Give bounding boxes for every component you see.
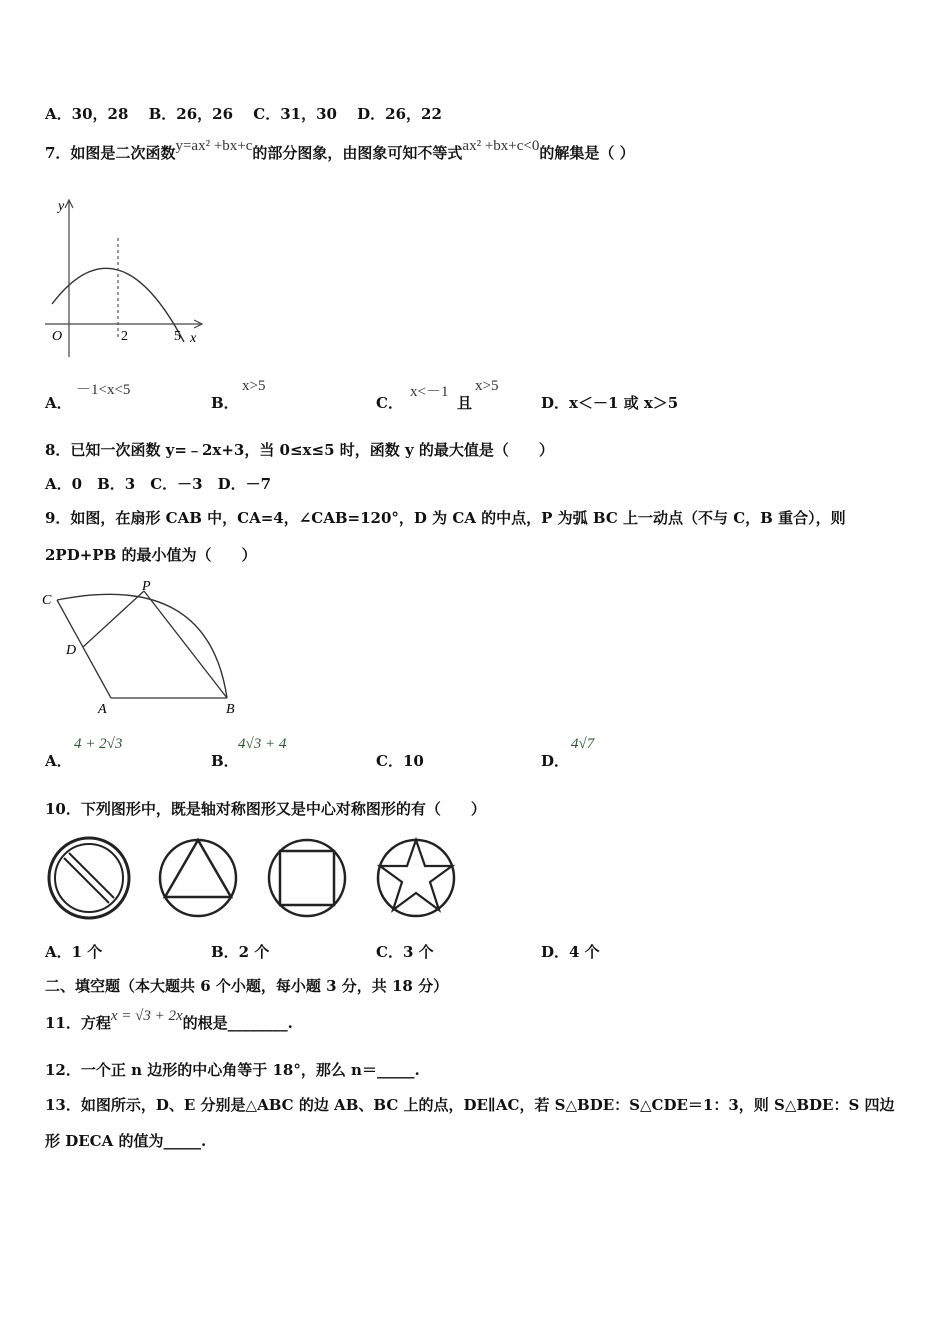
q9-option-a-math: 4 + 2√3 [74,736,123,752]
q7-stem [45,138,635,163]
q11-prefix: 11．方程 [45,1014,111,1032]
q7-x-label: x [190,331,197,346]
q7-option-c-and: 且 [457,394,473,412]
q10-figures [43,834,458,922]
q10-option-d: D．4 个 [541,943,600,961]
q9-label-a: A [98,702,107,717]
q10-figure-circle-square [269,840,345,916]
q9-option-d-label: D． [541,752,570,770]
q13-stem-line2: 形 DECA 的值为_____. [45,1132,207,1150]
q7-tick-5: 5 [174,329,181,344]
q7-prefix: 7．如图是二次函数 [45,144,176,162]
q7-option-a-label: A． [45,394,72,412]
q11-equation: x = √3 + 2x [110,1008,183,1024]
q7-parabola-graph [40,192,215,362]
q7-option-a-math: －1<x<5 [76,382,131,398]
q9-option-c: C．10 [376,752,424,770]
q10-stem: 10．下列图形中，既是轴对称图形又是中心对称图形的有（ ） [45,800,486,818]
q7-option-d: D．x＜－1 或 x＞5 [541,394,679,412]
q8-options: A．0 B．3 C．－3 D．－7 [45,475,272,493]
q9-option-a-label: A． [45,752,72,770]
q12-stem: 12．一个正 n 边形的中心角等于 18°，那么 n＝_____. [45,1061,420,1079]
q10-option-b: B．2 个 [211,943,270,961]
q9-segment-pb [144,591,227,698]
q9-label-b: B [226,702,235,717]
q9-stem-line1: 9．如图，在扇形 CAB 中，CA=4，∠CAB=120°，D 为 CA 的中点，P 为弧 BC 上一动点（不与 C，B 重合），则 [45,509,846,527]
q9-option-b-label: B． [211,752,239,770]
q7-suffix: 的解集是（ ） [539,144,635,162]
q9-option-b-math: 4√3 + 4 [238,736,287,752]
q7-option-c-label: C． [376,394,403,412]
q10-figure-circle-band [49,838,129,918]
q13-stem-line1: 13．如图所示，D、E 分别是△ABC 的边 AB、BC 上的点，DE∥AC，若 S△BDE：S△CDE＝1：3，则 S△BDE：S 四边 [45,1096,895,1114]
q7-middle: 的部分图象，由图象可知不等式 [252,144,463,162]
q9-label-p: P [142,579,151,594]
q7-function: y=ax² +bx+c [175,138,253,154]
q7-tick-2: 2 [121,329,128,344]
q9-label-d: D [66,643,77,658]
q11-stem [45,1008,293,1033]
q9-label-c: C [42,593,52,608]
q7-inequality: ax² +bx+c<0 [462,138,540,154]
q10-figure-circle-triangle [160,840,236,916]
q10-option-c: C．3 个 [376,943,434,961]
q10-option-a: A．1 个 [45,943,103,961]
q9-stem-line2: 2PD+PB 的最小值为（ ） [45,546,257,564]
q9-option-d-math: 4√7 [571,736,595,752]
q9-segment-pd [83,591,144,647]
q7-option-b-label: B． [211,394,239,412]
q7-origin-label: O [52,329,63,344]
q7-option-c-math2: x>5 [475,378,499,394]
section-2-heading: 二、填空题（本大题共 6 个小题，每小题 3 分，共 18 分） [45,977,449,995]
q7-option-c-math1: x<－1 [410,384,449,400]
q9-sector-figure [38,578,248,720]
q10-figure-circle-star [378,840,454,916]
q11-suffix: 的根是________. [182,1014,293,1032]
q6-options: A．30，28 B．26，26 C．31，30 D．26，22 [45,105,442,123]
q8-stem: 8．已知一次函数 y=﹣2x+3，当 0≤x≤5 时，函数 y 的最大值是（ ） [45,441,554,459]
q7-option-b-math: x>5 [242,378,266,394]
q7-y-label: y [58,199,65,214]
